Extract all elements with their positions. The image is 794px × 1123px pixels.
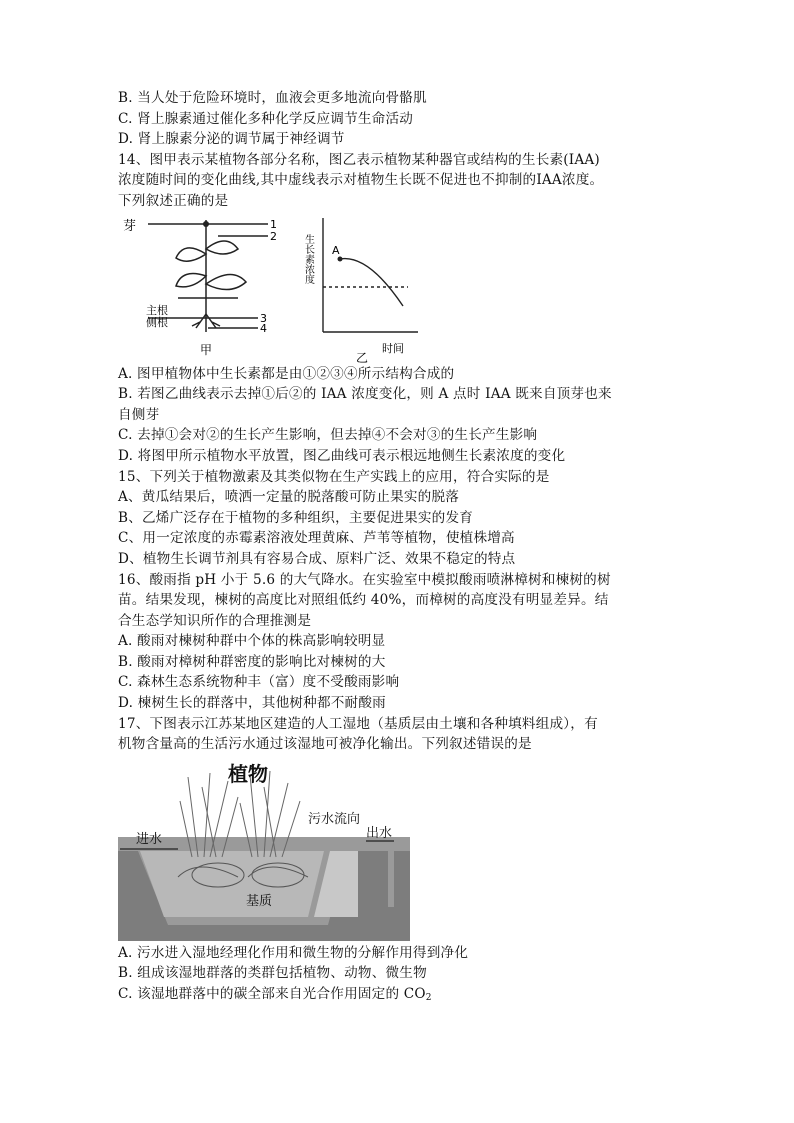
text-line: 苗。结果发现，楝树的高度比对照组低约 40%，而樟树的高度没有明显差异。结	[118, 592, 609, 609]
option-c	[118, 984, 688, 1009]
label-flow: 污水流向	[308, 811, 361, 827]
question-14-options-and-more	[118, 364, 688, 755]
option-b: B. 酸雨对樟树种群密度的影响比对楝树的大	[118, 653, 386, 670]
option-c-text: C. 该湿地群落中的碳全部来自光合作用固定的 CO	[118, 986, 426, 1003]
label-num-2: 2	[270, 229, 277, 243]
text-line: 下列叙述正确的是	[118, 192, 229, 209]
option-a: A. 污水进入湿地经理化作用和微生物的分解作用得到净化	[118, 944, 469, 961]
question-17-stem: 17、下图表示江苏某地区建造的人工湿地（基质层由土壤和各种填料组成），有	[118, 715, 598, 732]
caption-yi: 乙	[356, 350, 369, 364]
text-line: 浓度随时间的变化曲线,其中虚线表示对植物生长既不促进也不抑制的IAA浓度。	[118, 172, 604, 189]
option-a: A、黄瓜结果后，喷洒一定量的脱落酸可防止果实的脱落	[118, 489, 460, 506]
option-b: B. 若图乙曲线表示去掉①后②的 IAA 浓度变化，则 A 点时 IAA 既来自顶芽也来	[118, 386, 612, 403]
option-c: C. 森林生态系统物种丰（富）度不受酸雨影响	[118, 674, 400, 691]
exam-page	[118, 88, 688, 1009]
figure-14-drawing	[118, 214, 418, 364]
top-options	[118, 88, 688, 212]
label-num-1: 1	[270, 217, 277, 231]
option-d: D. 楝树生长的群落中，其他树种都不耐酸雨	[118, 695, 386, 712]
question-15-stem: 15、下列关于植物激素及其类似物在生产实践上的应用，符合实际的是	[118, 468, 550, 485]
option-c: C. 去掉①会对②的生长产生影响，但去掉④不会对③的生长产生影响	[118, 427, 538, 444]
label-substrate: 基质	[246, 893, 273, 909]
option-b: B、乙烯广泛存在于植物的多种组织，主要促进果实的发育	[118, 509, 474, 526]
question-14-stem: 14、图甲表示某植物各部分名称，图乙表示植物某种器官或结构的生长素(IAA)	[118, 151, 600, 168]
label-lateral-root: 侧根	[146, 315, 168, 329]
question-16-stem: 16、酸雨指 pH 小于 5.6 的大气降水。在实验室中模拟酸雨喷淋樟树和楝树的树	[118, 571, 611, 588]
option-d: D. 将图甲所示植物水平放置，图乙曲线可表示根远地侧生长素浓度的变化	[118, 447, 566, 464]
text-line: C. 肾上腺素通过催化多种化学反应调节生命活动	[118, 110, 414, 127]
label-bud: 芽	[123, 218, 137, 234]
wetland-diagram	[118, 757, 418, 943]
option-a: A. 图甲植物体中生长素都是由①②③④所示结构合成的	[118, 365, 455, 382]
text-line: 自侧芽	[118, 406, 160, 423]
point-a-label: A	[332, 243, 340, 257]
label-plant: 植物	[228, 761, 268, 786]
figure-17	[118, 757, 688, 943]
figure-14	[118, 214, 688, 364]
co2-subscript: 2	[425, 993, 432, 1004]
option-c: C、用一定浓度的赤霉素溶液处理黄麻、芦苇等植物，使植株增高	[118, 530, 515, 547]
text-line: 机物含量高的生活污水通过该湿地可被净化输出。下列叙述错误的是	[118, 736, 532, 753]
text-line: D. 肾上腺素分泌的调节属于神经调节	[118, 131, 345, 148]
option-d: D、植物生长调节剂具有容易合成、原料广泛、效果不稳定的特点	[118, 550, 516, 567]
text-line: 合生态学知识所作的合理推测是	[118, 612, 312, 629]
label-num-3: 3	[260, 311, 267, 325]
label-water-in: 进水	[136, 831, 163, 847]
y-axis-label: 生长素浓度	[302, 233, 314, 284]
option-a: A. 酸雨对楝树种群中个体的株高影响较明显	[118, 633, 386, 650]
option-b: B. 组成该湿地群落的类群包括植物、动物、微生物	[118, 965, 427, 982]
label-num-4: 4	[260, 321, 267, 335]
text-line: B. 当人处于危险环境时，血液会更多地流向骨骼肌	[118, 90, 427, 106]
label-main-root: 主根	[146, 303, 168, 317]
label-water-out: 出水	[366, 825, 393, 841]
bud-dot	[203, 221, 209, 227]
x-axis-label: 时间	[382, 341, 404, 355]
caption-jia: 甲	[200, 342, 213, 357]
question-17-options	[118, 943, 688, 1009]
